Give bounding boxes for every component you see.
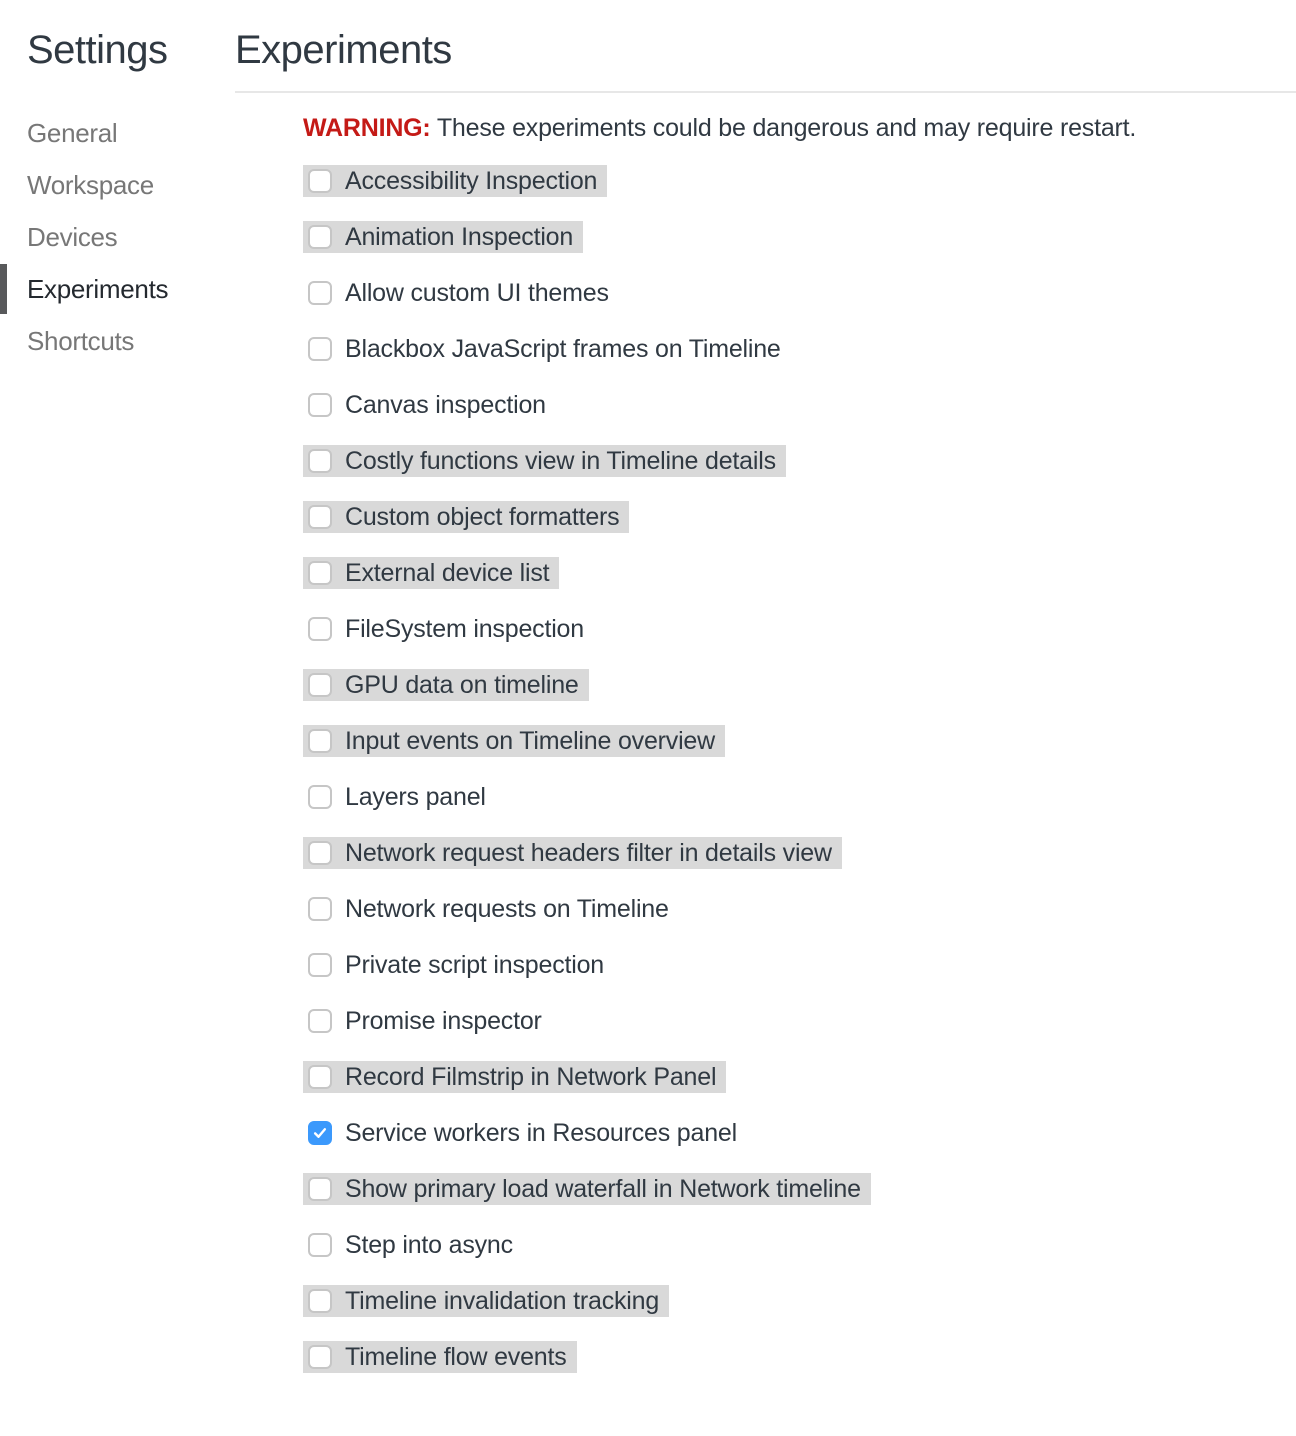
experiment-row <box>303 713 871 769</box>
experiment-checkbox[interactable] <box>308 1345 332 1369</box>
experiment-item[interactable] <box>303 1285 669 1317</box>
experiment-row <box>303 1105 871 1161</box>
experiment-label: Custom object formatters <box>345 502 620 531</box>
experiment-checkbox[interactable] <box>308 561 332 585</box>
experiment-checkbox[interactable] <box>308 897 332 921</box>
sidebar-item-label: Experiments <box>27 274 169 304</box>
experiment-item[interactable] <box>303 501 629 533</box>
experiment-row <box>303 881 871 937</box>
experiment-label: Network requests on Timeline <box>345 894 669 923</box>
experiment-row <box>303 993 871 1049</box>
experiment-checkbox[interactable] <box>308 225 332 249</box>
experiment-item[interactable] <box>303 1341 577 1373</box>
experiment-item[interactable] <box>303 1005 552 1037</box>
experiment-item[interactable] <box>303 893 679 925</box>
sidebar-item-devices[interactable] <box>0 211 235 263</box>
experiment-row <box>303 825 871 881</box>
sidebar-item-label: Devices <box>27 222 118 252</box>
experiment-item[interactable] <box>303 837 842 869</box>
experiment-checkbox[interactable] <box>308 785 332 809</box>
experiment-row <box>303 153 871 209</box>
experiment-checkbox[interactable] <box>308 505 332 529</box>
experiment-checkbox[interactable] <box>308 953 332 977</box>
sidebar-item-shortcuts[interactable] <box>0 315 235 367</box>
experiment-label: Allow custom UI themes <box>345 278 609 307</box>
experiment-item[interactable] <box>303 1117 747 1149</box>
experiment-label: Canvas inspection <box>345 390 546 419</box>
sidebar-item-experiments[interactable] <box>0 263 235 315</box>
experiment-label: Promise inspector <box>345 1006 542 1035</box>
experiment-label: Timeline flow events <box>345 1342 567 1371</box>
experiment-row <box>303 1273 871 1329</box>
experiment-item[interactable] <box>303 725 725 757</box>
experiment-checkbox[interactable] <box>308 393 332 417</box>
experiment-label: Timeline invalidation tracking <box>345 1286 660 1315</box>
experiment-row <box>303 377 871 433</box>
sidebar-item-label: General <box>27 118 118 148</box>
experiment-row <box>303 1049 871 1105</box>
experiment-checkbox[interactable] <box>308 449 332 473</box>
experiment-checkbox[interactable] <box>308 1289 332 1313</box>
warning-text: These experiments could be dangerous and may require restart. <box>430 114 1137 142</box>
sidebar-item-general[interactable] <box>0 107 235 159</box>
sidebar-item-label: Shortcuts <box>27 326 135 356</box>
experiment-item[interactable] <box>303 333 791 365</box>
experiment-label: Blackbox JavaScript frames on Timeline <box>345 334 781 363</box>
page-title: Experiments <box>235 28 452 72</box>
experiment-item[interactable] <box>303 1173 871 1205</box>
experiment-row <box>303 1329 871 1385</box>
experiment-item[interactable] <box>303 277 619 309</box>
sidebar-item-workspace[interactable] <box>0 159 235 211</box>
experiment-label: Step into async <box>345 1230 513 1259</box>
experiments-warning <box>303 114 1136 142</box>
experiment-label: Record Filmstrip in Network Panel <box>345 1062 717 1091</box>
experiment-checkbox[interactable] <box>308 1233 332 1257</box>
experiment-item[interactable] <box>303 221 583 253</box>
experiment-row <box>303 321 871 377</box>
experiments-list <box>303 153 871 1385</box>
experiment-item[interactable] <box>303 613 594 645</box>
experiment-item[interactable] <box>303 165 607 197</box>
experiment-item[interactable] <box>303 949 614 981</box>
experiment-checkbox[interactable] <box>308 617 332 641</box>
experiment-row <box>303 209 871 265</box>
experiment-label: Layers panel <box>345 782 486 811</box>
sidebar-item-label: Workspace <box>27 170 154 200</box>
experiment-checkbox[interactable] <box>308 841 332 865</box>
experiment-row <box>303 545 871 601</box>
experiment-checkbox[interactable] <box>308 1121 332 1145</box>
experiment-row <box>303 657 871 713</box>
experiment-item[interactable] <box>303 1061 726 1093</box>
experiment-checkbox[interactable] <box>308 1065 332 1089</box>
experiment-checkbox[interactable] <box>308 1177 332 1201</box>
header-divider <box>235 91 1296 93</box>
experiment-checkbox[interactable] <box>308 1009 332 1033</box>
experiment-checkbox[interactable] <box>308 673 332 697</box>
experiment-label: External device list <box>345 558 550 587</box>
settings-nav <box>0 107 235 367</box>
experiment-item[interactable] <box>303 389 556 421</box>
settings-title: Settings <box>27 28 168 72</box>
experiment-label: GPU data on timeline <box>345 670 579 699</box>
experiment-row <box>303 489 871 545</box>
check-icon <box>311 1124 329 1142</box>
experiment-checkbox[interactable] <box>308 729 332 753</box>
experiment-label: Costly functions view in Timeline details <box>345 446 776 475</box>
experiment-item[interactable] <box>303 445 786 477</box>
experiment-checkbox[interactable] <box>308 281 332 305</box>
experiment-label: Show primary load waterfall in Network timeline <box>345 1174 861 1203</box>
experiment-label: Input events on Timeline overview <box>345 726 715 755</box>
experiment-item[interactable] <box>303 669 589 701</box>
experiment-item[interactable] <box>303 781 496 813</box>
experiment-label: Accessibility Inspection <box>345 166 598 195</box>
settings-sidebar <box>0 0 235 1436</box>
experiment-label: FileSystem inspection <box>345 614 584 643</box>
experiment-label: Network request headers filter in details view <box>345 838 832 867</box>
experiment-checkbox[interactable] <box>308 337 332 361</box>
warning-word: WARNING: <box>303 114 431 142</box>
experiment-row <box>303 433 871 489</box>
experiment-label: Service workers in Resources panel <box>345 1118 737 1147</box>
experiment-row <box>303 937 871 993</box>
experiment-checkbox[interactable] <box>308 169 332 193</box>
experiment-row <box>303 265 871 321</box>
experiment-row <box>303 1161 871 1217</box>
experiment-row <box>303 769 871 825</box>
experiment-item[interactable] <box>303 557 559 589</box>
experiment-label: Private script inspection <box>345 950 605 979</box>
experiment-item[interactable] <box>303 1229 523 1261</box>
experiment-row <box>303 601 871 657</box>
experiment-label: Animation Inspection <box>345 222 574 251</box>
experiment-row <box>303 1217 871 1273</box>
